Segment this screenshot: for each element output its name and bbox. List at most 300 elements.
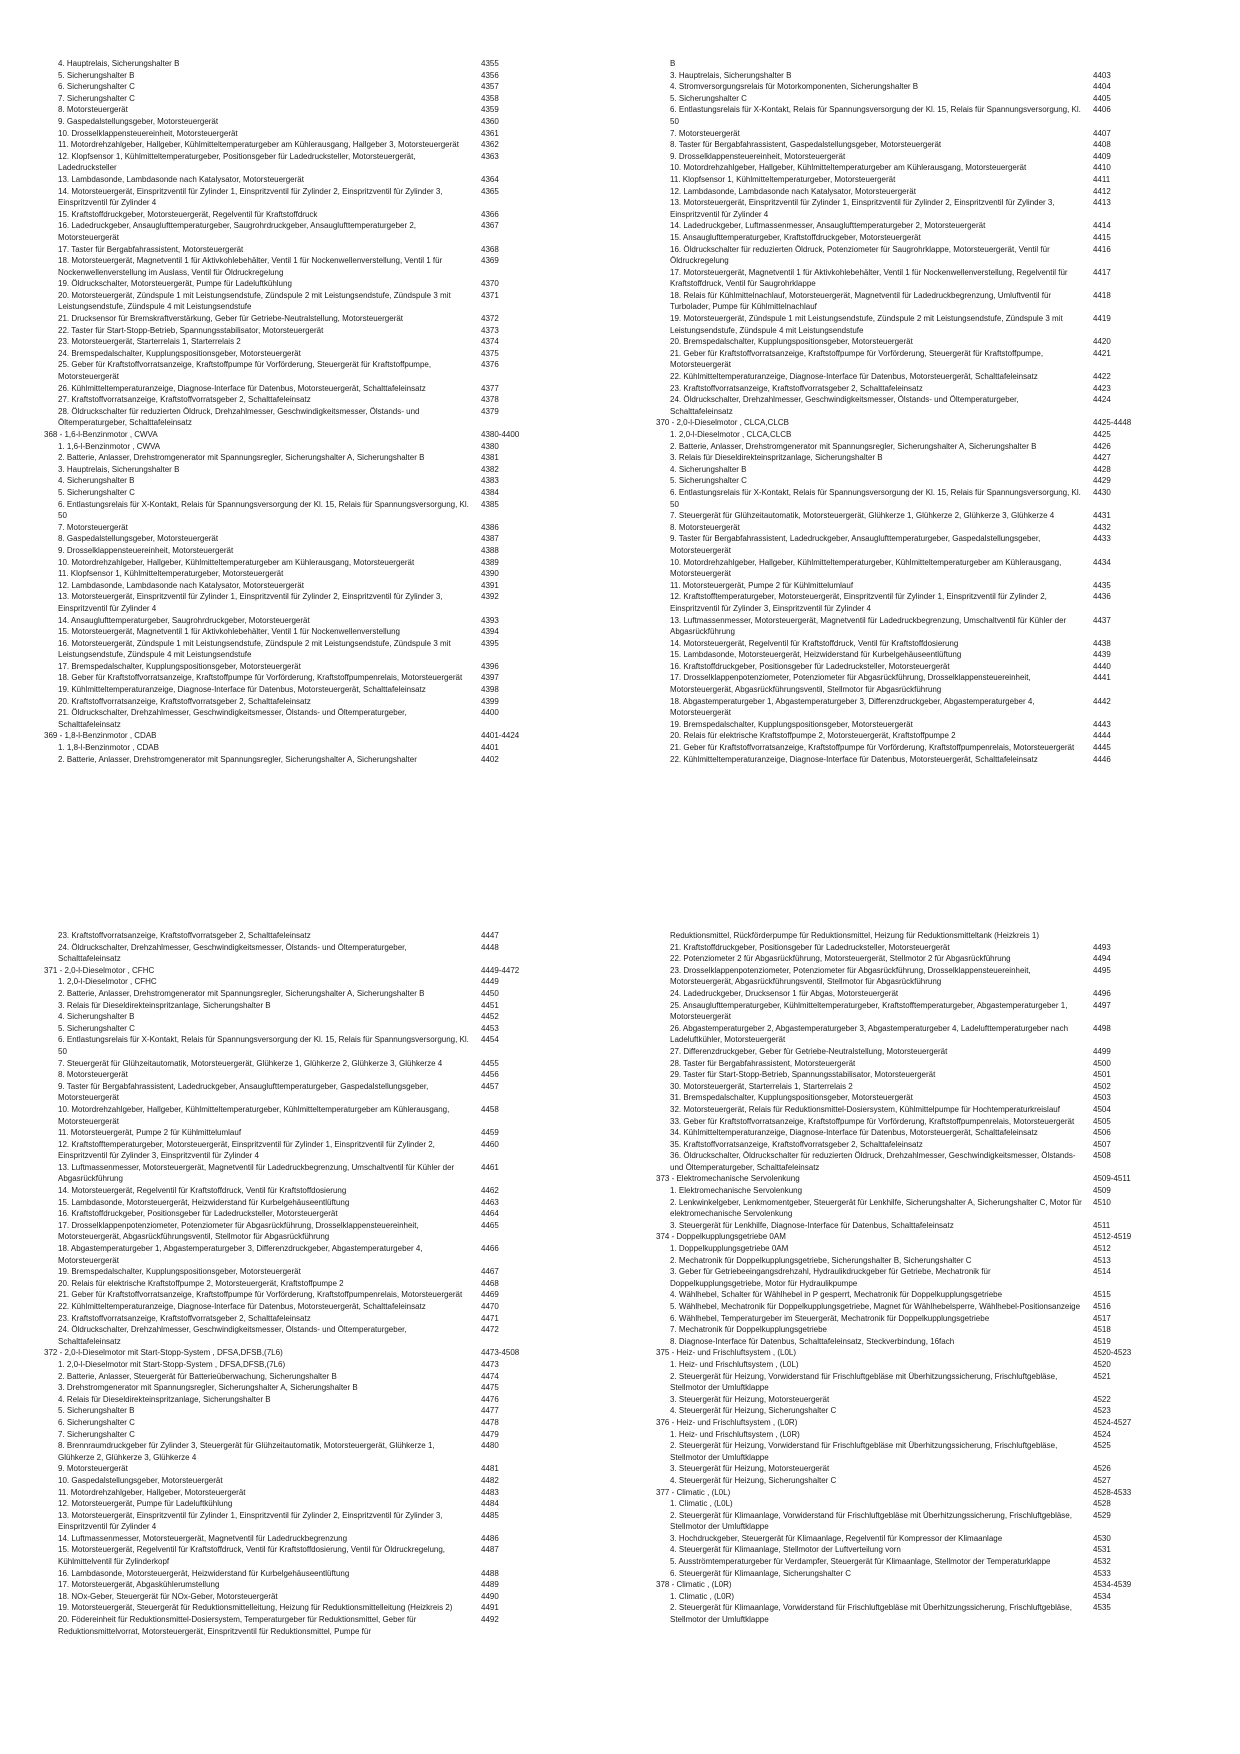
- entry-title: 20. Bremspedalschalter, Kupplungspositionsgeber, Motorsteuergerät: [670, 337, 913, 347]
- page-number: 4398: [481, 685, 499, 695]
- page-number: 4469: [481, 1290, 499, 1300]
- index-entry: [58, 1440, 563, 1463]
- page-number: 4393: [481, 615, 499, 625]
- index-entry: [670, 348, 1175, 371]
- entry-title: 12. Motorsteuergerät, Pumpe für Ladeluftkühlung: [58, 1499, 233, 1509]
- entry-title: 6. Sicherungshalter C: [58, 1417, 135, 1427]
- entry-title: 9. Drosselklappensteuereinheit, Motorsteuergerät: [58, 545, 234, 555]
- index-entry: [670, 661, 1175, 673]
- page-number: 4415: [1093, 232, 1111, 242]
- page-number: 4533: [1093, 1568, 1111, 1578]
- entry-title: 1. 2,0-l-Dieselmotor , CLCA,CLCB: [670, 430, 792, 439]
- page-number: 4522: [1093, 1394, 1111, 1404]
- index-entry: [670, 151, 1175, 163]
- page-number: 4432: [1093, 522, 1111, 532]
- page-number: 4389: [481, 557, 499, 567]
- index-entry: [670, 1533, 1175, 1545]
- index-entry: [670, 1313, 1175, 1325]
- index-entry: [58, 406, 563, 429]
- entry-title: 2. Batterie, Anlasser, Drehstromgenerator mit Spannungsregler, Sicherungshalter A, Sicherungshalter B: [58, 453, 425, 463]
- entry-title: 4. Wählhebel, Schalter für Wählhebel in P gesperrt, Mechatronik für Doppelkupplungsgetriebe: [670, 1290, 1003, 1300]
- section-heading-entry: [656, 1173, 1175, 1185]
- page-number: 4516: [1093, 1302, 1111, 1311]
- entry-title: 32. Motorsteuergerät, Relais für Reduktionsmittel-Dosiersystem, Kühlmittelpumpe für Hochtemperaturkreislauf: [670, 1104, 1060, 1114]
- page-number: 4409: [1093, 151, 1111, 161]
- index-entry: [670, 965, 1175, 988]
- page-number: 4375: [481, 348, 499, 358]
- page-number: 4525: [1093, 1441, 1111, 1451]
- page-number: 4391: [481, 580, 499, 590]
- index-entry: [58, 1614, 563, 1637]
- section-heading-entry: [656, 417, 1175, 429]
- index-entry: [58, 1359, 563, 1371]
- entry-title: 1. Heiz- und Frischluftsystem , (L0L): [670, 1359, 799, 1369]
- index-entry: [58, 942, 563, 965]
- page-number: 4528: [1093, 1499, 1111, 1509]
- index-entry: [58, 696, 563, 708]
- index-entry: [58, 1162, 563, 1185]
- entry-title: 12. Kraftstofftemperaturgeber, Motorsteuergerät, Einspritzventil für Zylinder 1, Einspritzventil für Zylinder 2, Einspritzventil für Zylinder 3, Einspritzventil für Zylinder 4: [670, 592, 1047, 613]
- page-number: 4423: [1093, 383, 1111, 393]
- page-number: 4366: [481, 209, 499, 219]
- entry-title: 1. Doppelkupplungsgetriebe 0AM: [670, 1244, 789, 1254]
- entry-title: 15. Kraftstoffdruckgeber, Motorsteuergerät, Regelventil für Kraftstoffdruck: [58, 209, 318, 219]
- index-entry: [58, 1034, 563, 1057]
- page-number: 4367: [481, 221, 499, 231]
- index-column-bottom-right: [656, 930, 1175, 1626]
- entry-title: 23. Kraftstoffvorratsanzeige, Kraftstoffvorratsgeber 2, Schalttafeleinsatz: [670, 383, 923, 393]
- entry-title: 17. Drosselklappenpotenziometer, Potenziometer für Abgasrückführung, Drosselklappensteuereinheit, Motorsteuergerät, Abgasrückführungsventil, Stellmotor für Abgasrückführung: [58, 1220, 419, 1242]
- page-number: 4451: [481, 1000, 499, 1010]
- page-number: 4493: [1093, 942, 1111, 952]
- index-entry: [670, 128, 1175, 140]
- index-entry: [670, 162, 1175, 174]
- page-number: 4520-4523: [1093, 1348, 1132, 1358]
- index-entry: [58, 441, 563, 453]
- page-number: 4449: [481, 977, 499, 987]
- index-entry: [670, 1440, 1175, 1463]
- page-number: 4462: [481, 1186, 499, 1196]
- entry-title: 6. Entlastungsrelais für X-Kontakt, Relais für Spannungsversorgung der Kl. 15, Relais für Spannungsversorgung, Kl. 50: [670, 487, 1081, 509]
- index-entry: [670, 1324, 1175, 1336]
- entry-title: 14. Motorsteuergerät, Regelventil für Kraftstoffdruck, Ventil für Kraftstoffdosierung: [58, 1186, 347, 1196]
- entry-title: 1. 1,8-l-Benzinmotor , CDAB: [58, 743, 159, 753]
- entry-title: 8. Brennraumdruckgeber für Zylinder 3, Steuergerät für Glühzeitautomatik, Motorsteuergerät, Glühkerze 1, Glühkerze 2, Glühkerze 3, Glühkerze 4: [58, 1441, 435, 1462]
- index-entry: [670, 104, 1175, 127]
- index-entry: [670, 649, 1175, 661]
- index-entry: [670, 510, 1175, 522]
- index-entry: [670, 696, 1175, 719]
- entry-title: 7. Mechatronik für Doppelkupplungsgetriebe: [670, 1325, 827, 1335]
- entry-title: 11. Motordrehzahlgeber, Hallgeber, Motorsteuergerät: [58, 1487, 246, 1497]
- index-entry: [670, 244, 1175, 267]
- page-number: 4508: [1093, 1151, 1111, 1161]
- page-number: 4479: [481, 1429, 499, 1439]
- page-number: 4477: [481, 1406, 499, 1416]
- page-number: 4380-4400: [481, 430, 520, 439]
- index-entry: [58, 116, 563, 128]
- entry-title: 2. Batterie, Anlasser, Drehstromgenerator mit Spannungsregler, Sicherungshalter A, Sicherungshalter B: [58, 988, 425, 998]
- index-entry: [670, 615, 1175, 638]
- entry-title: 14. Ansauglufttemperaturgeber, Saugrohrdruckgeber, Motorsteuergerät: [58, 615, 310, 625]
- page-number: 4433: [1093, 534, 1111, 544]
- entry-title: 7. Sicherungshalter C: [58, 93, 135, 103]
- page-number: 4439: [1093, 650, 1111, 660]
- page-number: 4400: [481, 708, 499, 718]
- page-number: 4406: [1093, 105, 1111, 115]
- page-number: 4521: [1093, 1371, 1111, 1381]
- page-number: 4534: [1093, 1591, 1111, 1601]
- entry-title: 2. Batterie, Anlasser, Steuergerät für Batterieüberwachung, Sicherungshalter B: [58, 1371, 337, 1381]
- entry-title: 22. Taster für Start-Stopp-Betrieb, Spannungsstabilisator, Motorsteuergerät: [58, 325, 324, 335]
- entry-title: 24. Öldruckschalter, Drehzahlmesser, Geschwindigkeitsmesser, Ölstands- und Öltemperaturgeber, Schalttafeleinsatz: [58, 1325, 407, 1346]
- entry-title: 5. Sicherungshalter B: [58, 1406, 135, 1416]
- page-number: 4486: [481, 1533, 499, 1543]
- entry-title: 13. Luftmassenmesser, Motorsteuergerät, Magnetventil für Ladedruckbegrenzung, Umschaltventil für Kühler der Abgasrückführung: [670, 615, 1067, 637]
- index-entry: [670, 1104, 1175, 1116]
- section-heading-entry: [44, 429, 563, 441]
- entry-title: 2. Steuergerät für Klimaanlage, Vorwiderstand für Frischluftgebläse mit Überhitzungssicherung, Frischluftgebläse, Stellmotor der Umluftklappe: [670, 1510, 1072, 1532]
- index-entry: [670, 1266, 1175, 1289]
- index-entry: [670, 232, 1175, 244]
- page-number: 4401: [481, 743, 499, 753]
- page-number: 4431: [1093, 511, 1111, 521]
- index-entry: [670, 1150, 1175, 1173]
- entry-title: 3. Steuergerät für Heizung, Motorsteuergerät: [670, 1394, 830, 1404]
- index-entry: [670, 1069, 1175, 1081]
- index-column-top-left: [44, 58, 563, 765]
- entry-title: 19. Öldruckschalter, Motorsteuergerät, Pumpe für Ladeluftkühlung: [58, 279, 292, 289]
- page-number: 4482: [481, 1475, 499, 1485]
- entry-title: 26. Kühlmitteltemperaturanzeige, Diagnose-Interface für Datenbus, Motorsteuergerät, Schalttafeleinsatz: [58, 383, 426, 393]
- index-entry: [670, 754, 1175, 766]
- entry-title: 11. Motordrehzahlgeber, Hallgeber, Kühlmitteltemperaturgeber am Kühlerausgang, Hallgeber 3, Motorsteuergerät: [58, 140, 459, 150]
- page-number: 4392: [481, 592, 499, 602]
- page-number: 4390: [481, 569, 499, 579]
- entry-title: 15. Motorsteuergerät, Regelventil für Kraftstoffdruck, Ventil für Kraftstoffdosierung, Ventil für Öldruckregelung, Kühlmittelventil für Zylinderkopf: [58, 1545, 446, 1567]
- section-heading-entry: [44, 1347, 563, 1359]
- entry-title: 13. Motorsteuergerät, Einspritzventil für Zylinder 1, Einspritzventil für Zylinder 2, Einspritzventil für Zylinder 3, Einspritzventil für Zylinder 4: [670, 198, 1055, 219]
- page-number: 4370: [481, 279, 499, 289]
- page-number: 4421: [1093, 348, 1111, 358]
- entry-title: 14. Motorsteuergerät, Regelventil für Kraftstoffdruck, Ventil für Kraftstoffdosierung: [670, 638, 959, 648]
- index-entry: [58, 359, 563, 382]
- entry-title: 16. Kraftstoffdruckgeber, Positionsgeber für Ladedrucksteller, Motorsteuergerät: [670, 661, 950, 671]
- page-number: 4472: [481, 1325, 499, 1335]
- page-number: 4362: [481, 140, 499, 150]
- index-entry: [58, 591, 563, 614]
- page-number: 4530: [1093, 1533, 1111, 1543]
- index-entry: [670, 1475, 1175, 1487]
- entry-title: 7. Motorsteuergerät: [670, 128, 740, 138]
- page-number: 4509-4511: [1093, 1174, 1131, 1184]
- page-number: 4497: [1093, 1000, 1111, 1010]
- section-heading-entry: [656, 1487, 1175, 1499]
- entry-title: 12. Klopfsensor 1, Kühlmitteltemperaturgeber, Positionsgeber für Ladedrucksteller, Motorsteuergerät, Ladedrucksteller: [58, 151, 416, 173]
- index-entry: [670, 1255, 1175, 1267]
- entry-title: 16. Öldruckschalter für reduzierten Öldruck, Potenziometer für Saugrohrklappe, Motorsteuergerät, Ventil für Öldruckregelung: [670, 244, 1050, 266]
- page-number: 4503: [1093, 1093, 1111, 1103]
- index-entry: [670, 591, 1175, 614]
- page-number: 4505: [1093, 1116, 1111, 1126]
- entry-title: 11. Motorsteuergerät, Pumpe 2 für Kühlmittelumlauf: [58, 1128, 242, 1138]
- entry-title: 8. Gaspedalstellungsgeber, Motorsteuergerät: [58, 534, 219, 544]
- entry-title: 19. Bremspedalschalter, Kupplungspositionsgeber, Motorsteuergerät: [58, 1267, 301, 1277]
- page-number: 4363: [481, 151, 499, 161]
- page-number: 4440: [1093, 661, 1111, 671]
- entry-title: 23. Kraftstoffvorratsanzeige, Kraftstoffvorratsgeber 2, Schalttafeleinsatz: [58, 1313, 311, 1323]
- entry-title: 15. Ansauglufttemperaturgeber, Kraftstoffdruckgeber, Motorsteuergerät: [670, 232, 921, 242]
- index-entry: [58, 930, 563, 942]
- page-number: 4490: [481, 1591, 499, 1601]
- index-entry: [670, 942, 1175, 954]
- page-number: 4524-4527: [1093, 1417, 1132, 1427]
- page-number: 4399: [481, 696, 499, 706]
- entry-title: 17. Taster für Bergabfahrassistent, Motorsteuergerät: [58, 244, 244, 254]
- entry-title: 4. Sicherungshalter B: [58, 1012, 135, 1022]
- page-number: 4446: [1093, 754, 1111, 764]
- page-number: 4404: [1093, 82, 1111, 92]
- page-number: 4408: [1093, 140, 1111, 150]
- page-number: 4491: [481, 1603, 499, 1613]
- index-entry: [58, 174, 563, 186]
- page-number: 4501: [1093, 1070, 1111, 1080]
- page-number: 4487: [481, 1545, 499, 1555]
- index-entry: [58, 1382, 563, 1394]
- index-entry: [670, 1127, 1175, 1139]
- entry-title: 6. Sicherungshalter C: [58, 82, 135, 92]
- index-entry: [58, 742, 563, 754]
- index-entry: [58, 1394, 563, 1406]
- index-entry: [670, 1081, 1175, 1093]
- page-number: 4388: [481, 545, 499, 555]
- index-entry: [670, 174, 1175, 186]
- index-entry: [670, 220, 1175, 232]
- index-entry: [670, 988, 1175, 1000]
- entry-title: 5. Sicherungshalter C: [670, 93, 747, 103]
- entry-title: 4. Steuergerät für Klimaanlage, Stellmotor der Luftverteilung vorn: [670, 1545, 901, 1555]
- entry-title: 8. Diagnose-Interface für Datenbus, Schalttafeleinsatz, Steckverbindung, 16fach: [670, 1336, 955, 1346]
- index-entry: [58, 313, 563, 325]
- index-entry: [58, 209, 563, 221]
- index-entry: [58, 383, 563, 395]
- section-heading-entry: [656, 1347, 1175, 1359]
- index-entry: [670, 1023, 1175, 1046]
- page-number: 4474: [481, 1371, 499, 1381]
- page-number: 4427: [1093, 453, 1111, 463]
- index-entry: [58, 186, 563, 209]
- entry-title: 18. Relais für Kühlmittelnachlauf, Motorsteuergerät, Magnetventil für Ladedruckbegrenzung, Umluftventil für Turbolader, Pumpe für Kühlmittelnachlauf: [670, 290, 1052, 312]
- page-number: 4430: [1093, 487, 1111, 497]
- entry-title: 18. NOx-Geber, Steuergerät für NOx-Geber, Motorsteuergerät: [58, 1591, 278, 1601]
- index-entry: [670, 429, 1175, 441]
- page-number: 4380: [481, 441, 499, 451]
- page-number: 4418: [1093, 290, 1111, 300]
- page-number: 4387: [481, 534, 499, 544]
- page-number: 4466: [481, 1244, 499, 1254]
- index-entry: [670, 742, 1175, 754]
- page-number: 4524: [1093, 1429, 1111, 1439]
- entry-title: B: [670, 59, 676, 68]
- entry-title: 5. Sicherungshalter C: [58, 1023, 135, 1033]
- page-number: 4364: [481, 174, 499, 184]
- entry-title: 2. Batterie, Anlasser, Drehstromgenerator mit Spannungsregler, Sicherungshalter A, Sicherungshalter B: [670, 441, 1037, 451]
- index-entry: [670, 1429, 1175, 1441]
- page-number: 4510: [1093, 1197, 1111, 1207]
- index-entry: [58, 1463, 563, 1475]
- index-entry: [670, 1544, 1175, 1556]
- index-entry: [670, 1463, 1175, 1475]
- entry-title: 8. Taster für Bergabfahrassistent, Gaspedalstellungsgeber, Motorsteuergerät: [670, 140, 942, 150]
- index-entry: [670, 313, 1175, 336]
- page-number: 4484: [481, 1499, 499, 1509]
- page-number: 4356: [481, 70, 499, 80]
- page-number: 4463: [481, 1197, 499, 1207]
- index-entry: [670, 1197, 1175, 1220]
- index-entry: [58, 1127, 563, 1139]
- entry-title: 3. Steuergerät für Heizung, Motorsteuergerät: [670, 1464, 830, 1474]
- page-number: 4526: [1093, 1464, 1111, 1474]
- index-entry: [58, 499, 563, 522]
- page-number: 4355: [481, 59, 499, 68]
- index-entry: [58, 1058, 563, 1070]
- entry-title: 5. Sicherungshalter C: [670, 476, 747, 486]
- entry-title: 35. Kraftstoffvorratsanzeige, Kraftstoffvorratsgeber 2, Schalttafeleinsatz: [670, 1139, 923, 1149]
- page-number: 4460: [481, 1139, 499, 1149]
- entry-title: 4. Steuergerät für Heizung, Sicherungshalter C: [670, 1406, 837, 1416]
- index-entry: [670, 1301, 1175, 1313]
- page-number: 4449-4472: [481, 965, 520, 975]
- page-number: 4465: [481, 1220, 499, 1230]
- entry-title: 7. Sicherungshalter C: [58, 1429, 135, 1439]
- entry-title: 23. Motorsteuergerät, Starterrelais 1, Starterrelais 2: [58, 337, 241, 347]
- page-number: 4424: [1093, 395, 1111, 405]
- index-entry: [670, 930, 1175, 942]
- entry-title: 19. Kühlmitteltemperaturanzeige, Diagnose-Interface für Datenbus, Motorsteuergerät, Schalttafeleinsatz: [58, 685, 426, 695]
- page-number: 4512-4519: [1093, 1232, 1132, 1242]
- page-number: 4512: [1093, 1244, 1111, 1254]
- page-number: 4504: [1093, 1104, 1111, 1114]
- index-entry: [670, 1243, 1175, 1255]
- entry-title: 9. Taster für Bergabfahrassistent, Ladedruckgeber, Ansauglufttemperaturgeber, Gaspedalstellungsgeber, Motorsteuergerät: [670, 534, 1041, 555]
- entry-title: 3. Hauptrelais, Sicherungshalter B: [58, 464, 180, 474]
- section-heading-entry: [656, 1579, 1175, 1591]
- index-entry: [670, 533, 1175, 556]
- entry-title: 374 - Doppelkupplungsgetriebe 0AM: [656, 1232, 786, 1242]
- entry-title: 378 - Climatic , (L0R): [656, 1580, 732, 1590]
- index-entry: [670, 186, 1175, 198]
- entry-title: 6. Entlastungsrelais für X-Kontakt, Relais für Spannungsversorgung der Kl. 15, Relais für Spannungsversorgung, Kl. 50: [670, 105, 1081, 126]
- entry-title: 21. Drucksensor für Bremskraftverstärkung, Geber für Getriebe-Neutralstellung, Motorsteuergerät: [58, 314, 404, 324]
- page-number: 4494: [1093, 954, 1111, 964]
- entry-title: 3. Hochdruckgeber, Steuergerät für Klimaanlage, Regelventil für Kompressor der Klimaanlage: [670, 1533, 1003, 1543]
- index-entry: [58, 1069, 563, 1081]
- entry-title: 17. Motorsteuergerät, Magnetventil 1 für Aktivkohlebehälter, Ventil 1 für Nockenwellenverstellung, Regelventil für Kraftstoffdruck, Ventil für Saugrohrklappe: [670, 267, 1068, 289]
- entry-title: 16. Ladedruckgeber, Ansauglufttemperaturgeber, Saugrohrdruckgeber, Ansauglufttemperaturgeber 2, Motorsteuergerät: [58, 221, 417, 242]
- page-number: 4499: [1093, 1046, 1111, 1056]
- entry-title: 16. Kraftstoffdruckgeber, Positionsgeber für Ladedrucksteller, Motorsteuergerät: [58, 1209, 338, 1219]
- page-number: 4476: [481, 1394, 499, 1404]
- entry-title: 13. Motorsteuergerät, Einspritzventil für Zylinder 1, Einspritzventil für Zylinder 2, Einspritzventil für Zylinder 3, Einspritzventil für Zylinder 4: [58, 1510, 443, 1532]
- page-number: 4519: [1093, 1336, 1111, 1346]
- entry-title: 20. Relais für elektrische Kraftstoffpumpe 2, Motorsteuergerät, Kraftstoffpumpe 2: [670, 731, 956, 741]
- index-entry: [58, 58, 563, 70]
- entry-title: 2. Steuergerät für Heizung, Vorwiderstand für Frischluftgebläse mit Überhitzungssicherung, Frischluftgebläse, Stellmotor der Umluftklappe: [670, 1441, 1058, 1462]
- entry-title: 22. Kühlmitteltemperaturanzeige, Diagnose-Interface für Datenbus, Motorsteuergerät, Schalttafeleinsatz: [670, 754, 1038, 764]
- entry-title: 372 - 2,0-l-Dieselmotor mit Start-Stopp-System , DFSA,DFSB,(7L6): [44, 1348, 283, 1358]
- entry-title: 12. Lambdasonde, Lambdasonde nach Katalysator, Motorsteuergerät: [670, 186, 916, 196]
- page-number: 4445: [1093, 743, 1111, 753]
- entry-title: 377 - Climatic , (L0L): [656, 1487, 731, 1497]
- entry-title: 9. Gaspedalstellungsgeber, Motorsteuergerät: [58, 116, 219, 126]
- index-entry: [58, 672, 563, 684]
- entry-title: 4. Steuergerät für Heizung, Sicherungshalter C: [670, 1475, 837, 1485]
- page-number: 4450: [481, 988, 499, 998]
- page-number: 4426: [1093, 441, 1111, 451]
- index-entry: [670, 1289, 1175, 1301]
- index-entry: [58, 93, 563, 105]
- page-number: 4478: [481, 1417, 499, 1427]
- page-number: 4420: [1093, 337, 1111, 347]
- entry-title: 21. Öldruckschalter, Drehzahlmesser, Geschwindigkeitsmesser, Ölstands- und Öltemperaturgeber, Schalttafeleinsatz: [58, 708, 407, 729]
- page-number: 4514: [1093, 1267, 1111, 1277]
- index-entry: [58, 1510, 563, 1533]
- page-number: 4395: [481, 638, 499, 648]
- index-entry: [670, 1000, 1175, 1023]
- entry-title: 17. Drosselklappenpotenziometer, Potenziometer für Abgasrückführung, Drosselklappensteuereinheit, Motorsteuergerät, Abgasrückführungsventil, Stellmotor für Abgasrückführung: [670, 673, 1031, 695]
- entry-title: 25. Ansauglufttemperaturgeber, Kühlmitteltemperaturgeber, Kraftstofftemperaturgeber, Abgastemperaturgeber 1, Motorsteuergerät: [670, 1000, 1068, 1022]
- page-number: 4371: [481, 290, 499, 300]
- entry-title: 16. Motorsteuergerät, Zündspule 1 mit Leistungsendstufe, Zündspule 2 mit Leistungsendstufe, Zündspule 3 mit Leistungsendstufe, Zündspule 4 mit Leistungsendstufe: [58, 638, 451, 660]
- page-number: 4448: [481, 942, 499, 952]
- entry-title: 10. Drosselklappensteuereinheit, Motorsteuergerät: [58, 128, 238, 138]
- entry-title: 21. Kraftstoffdruckgeber, Positionsgeber für Ladedrucksteller, Motorsteuergerät: [670, 942, 950, 952]
- entry-title: 9. Taster für Bergabfahrassistent, Ladedruckgeber, Ansauglufttemperaturgeber, Gaspedalstellungsgeber, Motorsteuergerät: [58, 1081, 429, 1103]
- index-entry: [58, 1371, 563, 1383]
- page-number: 4470: [481, 1302, 499, 1311]
- page-number: 4527: [1093, 1475, 1111, 1485]
- entry-title: 23. Drosselklappenpotenziometer, Potenziometer für Abgasrückführung, Drosselklappensteuereinheit, Motorsteuergerät, Abgasrückführungsventil, Stellmotor für Abgasrückführung: [670, 965, 1031, 987]
- entry-title: 376 - Heiz- und Frischluftsystem , (L0R): [656, 1417, 798, 1427]
- section-heading-entry: [656, 1417, 1175, 1429]
- page-number: 4520: [1093, 1359, 1111, 1369]
- page-number: 4394: [481, 627, 499, 637]
- index-entry: [670, 1568, 1175, 1580]
- index-entry: [58, 139, 563, 151]
- entry-title: 21. Geber für Kraftstoffvorratsanzeige, Kraftstoffpumpe für Vorförderung, Kraftstoffpumpenrelais, Motorsteuergerät: [670, 743, 1075, 753]
- page-number: 4461: [481, 1162, 499, 1172]
- index-entry: [58, 1289, 563, 1301]
- entry-title: 6. Entlastungsrelais für X-Kontakt, Relais für Spannungsversorgung der Kl. 15, Relais für Spannungsversorgung, Kl. 50: [58, 499, 469, 521]
- index-entry: [670, 1116, 1175, 1128]
- entry-title: 1. 2,0-l-Dieselmotor , CFHC: [58, 977, 157, 987]
- index-entry: [670, 1602, 1175, 1625]
- entry-title: 24. Öldruckschalter, Drehzahlmesser, Geschwindigkeitsmesser, Ölstands- und Öltemperaturgeber, Schalttafeleinsatz: [670, 395, 1019, 416]
- index-entry: [670, 139, 1175, 151]
- index-entry: [58, 626, 563, 638]
- index-entry: [58, 1243, 563, 1266]
- index-entry: [58, 988, 563, 1000]
- index-entry: [58, 661, 563, 673]
- page-number: 4464: [481, 1209, 499, 1219]
- entry-title: 17. Bremspedalschalter, Kupplungspositionsgeber, Motorsteuergerät: [58, 661, 301, 671]
- index-entry: [58, 325, 563, 337]
- entry-title: Reduktionsmittel, Rückförderpumpe für Reduktionsmittel, Heizung für Reduktionsmitteltank (Heizkreis 1): [670, 931, 1040, 940]
- entry-title: 1. 1,6-l-Benzinmotor , CWVA: [58, 441, 161, 451]
- entry-title: 19. Motorsteuergerät, Zündspule 1 mit Leistungsendstufe, Zündspule 2 mit Leistungsendstufe, Zündspule 3 mit Leistungsendstufe, Zündspule 4 mit Leistungsendstufe: [670, 314, 1063, 335]
- index-column-bottom-left: [44, 930, 563, 1637]
- entry-title: 1. Climatic , (L0R): [670, 1591, 735, 1601]
